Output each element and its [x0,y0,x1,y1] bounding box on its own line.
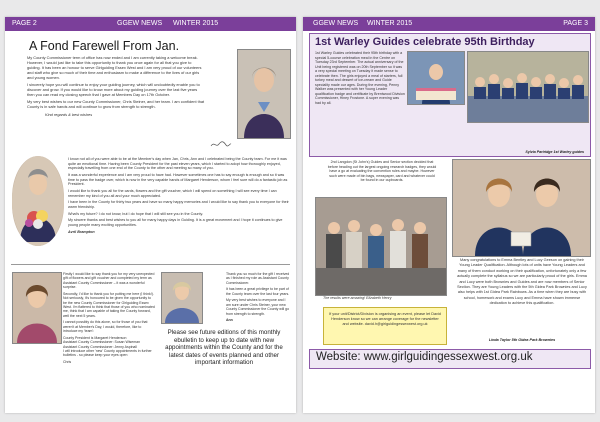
header-season: WINTER 2015 [173,20,219,27]
langdon-text: 2nd Langdon (St John's) Guides and Senior section decided that before heading out the largest ongoing research badges, they would have a go at evaluating the convention rules and maybe. However such were made of bin bags, newspaper, card and whatever could be found in our cupboards. [327,160,437,183]
right-page [303,17,595,413]
press-coverage-box [323,307,447,345]
intro-paragraph: My County Commissioner term of office has now ended and I am currently taking a welcome break. However, I would just like to take this opportunity to thank you once again for all that you give to guiding. It has been an honour to serve Girlguiding Essex West and I am very proud of our volunteers and staff who give so much of their time and enthusiasm to make a difference to the lives of our girls and young women. [27,55,202,80]
warley-signoff: Sylvia Partridge 1st Warley guides [525,150,584,154]
ann-paragraph: My very best wishes to everyone and I am sure under Chris Steiner, your new County Commissioner the County will go from strength to strength. [226,298,290,316]
article-title: A Fond Farewell From Jan. [29,39,180,53]
press-text: If your unit/District/Division is organising an event, please let David Henderson know so we can arrange coverage for the newsletter and website. david.h@girlguidingessexwest.org.uk [329,312,441,326]
portrait-photo [237,49,291,139]
commissioner-figure-icon [13,273,61,343]
intro-text [27,55,205,119]
ebulletin-notice: Please see future editions of this monthly ebulletin to keep up to date with new appointments within the County and for the latest dates of events planned and other important information [165,329,283,367]
langdon-caption: The results were amazing! Elizabeth Henry [323,296,392,300]
commissioner-paragraph: Secondly, I'd like to thank you for putting me here (I think!). Not seriously, it's honoured to be given the opportunity to be the new County Commissioner for Girlguiding Essex West. I'm flattered to think that those of you who nominated me, think that I am capable of taking the County forward, well the next 5 years. [63,291,155,318]
congratulations-signoff: Linda Taylor 5th Gidea Park Brownies [488,338,556,342]
ann-text [226,272,290,323]
commissioner-photo [12,272,62,344]
page-header [5,17,296,31]
farewell-photo [12,156,64,246]
flower-bouquet-icon [12,156,64,246]
header-issue: GGEW NEWS [117,20,163,27]
signature-icon [210,140,232,149]
warley-story-box [309,33,591,157]
young-leaders-icon [453,160,590,256]
section-divider [11,264,290,265]
ann-signoff: Ann [226,318,233,323]
page-header [303,17,595,31]
young-leaders-photo [452,159,591,257]
commissioner-signoff: Chris [63,360,72,365]
langdon-photo [315,197,447,296]
speech-paragraph: What's my future? I do not know, but I do hope that I will still see you in the County. [68,211,204,216]
website-link[interactable]: Website: www.girlguidingessexwest.org.uk [316,351,533,363]
speech-paragraph: I would like to thank you all for the cards, flowers and the gift voucher, which I will spend on something I will see every time I can remember my kind of you all and your much appreciated. [68,188,277,198]
team-line: County President is Margaret Henderson [63,335,127,340]
warley-group-photo [467,51,589,123]
ann-figure-icon [162,273,202,323]
speech-paragraph: I know not all of you were able to be at the Member's day when Jan, Chris, Ann and I celebrated being the County team. For me it was quite an emotional time. Having been County President for the past eleven years, which I started to adopt how thoroughly enjoyed, especially travelling from one end of the County to the other and meeting so many of you. [68,157,287,171]
portrait-figure-icon [238,50,290,138]
page-number: PAGE 3 [563,20,588,27]
team-line: Assistant County Commissioner: Susan Wiseman [63,340,141,345]
intro-paragraph: My very best wishes to our new County Commissioner, Chris Steiner, and her team. I am confident that County is in safe hands and will continue to grow from strength to strength. [27,99,205,110]
birthday-cake-photo [407,51,465,105]
ann-paragraph: Thank you so much for the gift I received as I finished my role as Assistant County Commissioner. [226,272,290,285]
costumes-photo-icon [316,198,446,295]
commissioner-paragraph: I cannot possibly do this alone, so for those of you that weren't at Member's Day, I would, therefore, like to introduce my 'team': [63,320,148,334]
ann-paragraph: It has been a great privilege to be part of the County team over the last four years. [226,287,290,296]
intro-paragraph: I sincerely hope you will continue to enjoy your guiding journey, which will undoubtedly enable you to discover and grow. If you would like to know more about my guiding journey over the last five years then you can read my closing speech that I gave at Members Day on 17th October. [27,82,200,98]
commissioner-paragraph: Firstly I would like to say thank you for my very unexpected gift of flowers and gift voucher and completed my term as Assistant County Commissioner – it was a wonderful surprise. [63,272,155,290]
warley-title: 1st Warley Guides celebrate 95th Birthday [315,36,535,48]
commissioner-text [63,272,155,364]
congratulations-text: Many congratulations to Emma Bentley and Lucy Geeson on gaining their Young Leader Qualification. Although lots of units have Young Leaders and many of them conduct working on their qualification, unfortunately only a few actually complete the syllabus so we are particularly proud of the girls. Emma and Lucy were both Brownies and Guides and are now members of Senior Section. They are Young Leaders with the 5th Gidea Park Brownies and Lucy also helps with 1st Gidea Park Rainbows. As a time when they are busy with school, homework and exams Lucy and Emma have shown immense dedication to achieve this qualification. [457,258,587,306]
page-number: PAGE 2 [12,20,37,27]
header-season: WINTER 2015 [367,20,413,27]
header-issue: GGEW NEWS [313,20,359,27]
warley-story-text: 1st Warley Guides celebrated their 95th birthday with a special 5-course celebration meal in the Centre on Tuesday 23rd September. The actual anniversary of the Unit being registered was on 20th September so it was a very special meeting on Tuesday it made sense to celebrate then. The girls enjoyed a meal of starters, full turkey meal and dessert of ice-cream and Guide speciality made our ages. During the evening, Penny Walker was presented with her Young Leader qualification badge and certificate by Brentwood Division Commissioner, Hiney Frostone. A super evening was had by all. [315,51,405,105]
cake-icon [408,52,464,104]
speech-paragraph: My sincere thanks and best wishes to you all for many happy days in Guiding. It is a great movement and I hope it continues to give young people many exciting opportunities. [68,218,283,228]
left-page [5,17,296,413]
speech-paragraph: I have been in the County for thirty two years and have so many happy memories and I would like to say thank you to everyone for their warm friendship. [68,200,289,209]
group-photo-icon [468,52,588,122]
ann-photo [161,272,203,324]
team-line: Assistant County Commissioner: Jenny Aspinall [63,344,137,349]
website-banner [309,349,591,369]
intro-signoff: Kind regards & best wishes [45,111,93,117]
speech-text [68,157,290,237]
speech-signoff: Avril Brampton [68,229,95,234]
commissioner-paragraph: I will introduce other 'new' County appointments in further bulletins - so please keep your eyes open [63,349,152,358]
speech-paragraph: It was a wonderful experience and I am very proud to have had. However sometimes one has to say enough is enough and so it was time to pass the badge over, which is now in the very capable hands of Margaret Henderson, whom I feel sure will do a fantastic job as President. [68,172,288,187]
